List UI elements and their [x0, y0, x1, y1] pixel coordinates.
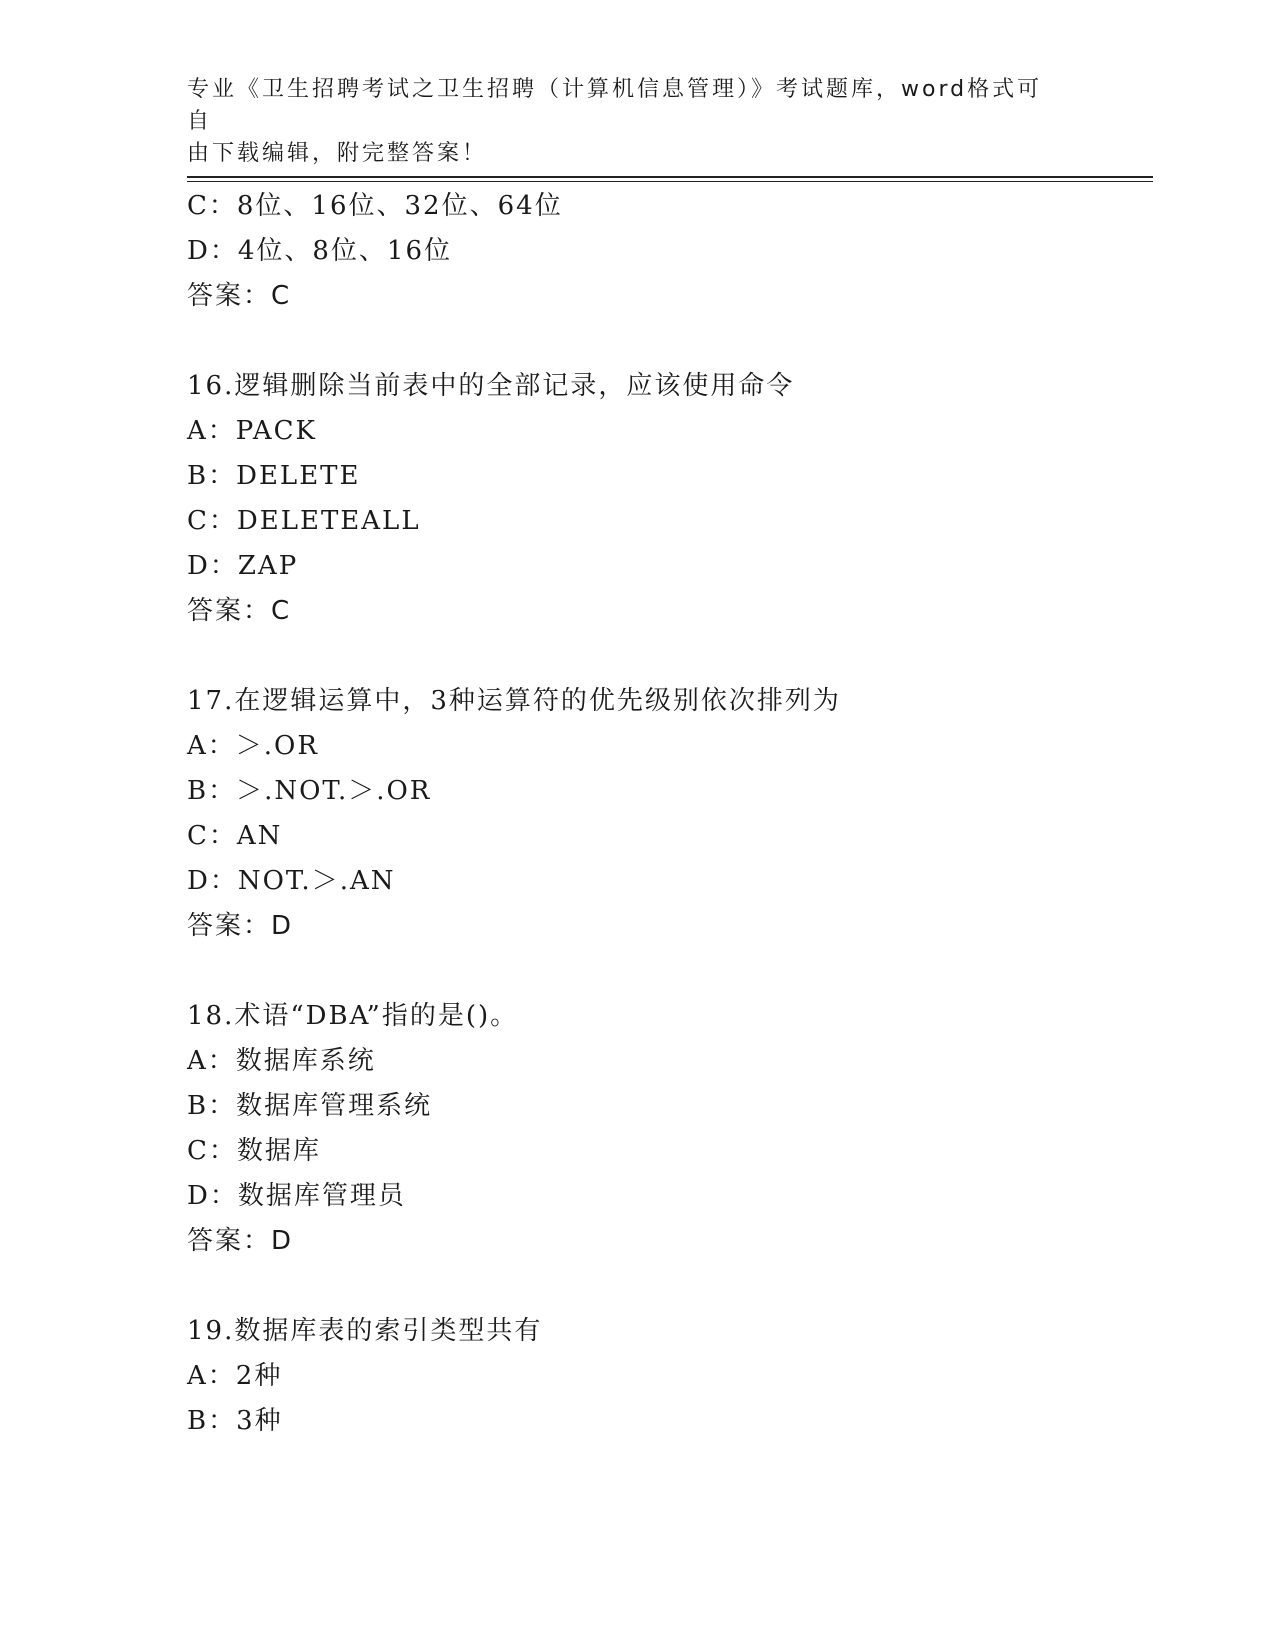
- answer-line: 答案：C: [187, 596, 292, 626]
- option-line: B：3种: [187, 1406, 283, 1436]
- answer-line: 答案：D: [187, 911, 294, 941]
- question-line: 19.数据库表的索引类型共有: [187, 1316, 543, 1346]
- option-line: D：数据库管理员: [187, 1181, 406, 1211]
- option-line: B：DELETE: [187, 461, 361, 491]
- option-line: D：NOT.＞.AN: [187, 866, 396, 896]
- option-line: A：数据库系统: [187, 1046, 376, 1076]
- header-line-1: 专业《卫生招聘考试之卫生招聘（计算机信息管理）》考试题库，word格式可自: [187, 77, 1043, 134]
- answer-line: 答案：C: [187, 281, 292, 311]
- option-line: C：数据库: [187, 1136, 321, 1166]
- question-line: 17.在逻辑运算中，3种运算符的优先级别依次排列为: [187, 686, 841, 716]
- option-line: C：AN: [187, 821, 283, 851]
- option-line: C：8位、16位、32位、64位: [187, 191, 563, 221]
- header-line-2: 由下载编辑，附完整答案！: [187, 141, 488, 166]
- document-header: [187, 74, 1067, 170]
- option-line: A：PACK: [187, 416, 317, 446]
- option-line: B：＞.NOT.＞.OR: [187, 776, 432, 806]
- header-divider-thin: [187, 181, 1153, 182]
- option-line: D：ZAP: [187, 551, 299, 581]
- option-line: A：＞.OR: [187, 731, 319, 761]
- question-line: 16.逻辑删除当前表中的全部记录，应该使用命令: [187, 371, 795, 401]
- header-divider-thick: [187, 176, 1153, 178]
- option-line: D：4位、8位、16位: [187, 236, 453, 266]
- option-line: B：数据库管理系统: [187, 1091, 433, 1121]
- answer-line: 答案：D: [187, 1226, 294, 1256]
- option-line: A：2种: [187, 1361, 283, 1391]
- option-line: C：DELETEALL: [187, 506, 421, 536]
- question-line: 18.术语“DBA”指的是()。: [187, 1001, 519, 1031]
